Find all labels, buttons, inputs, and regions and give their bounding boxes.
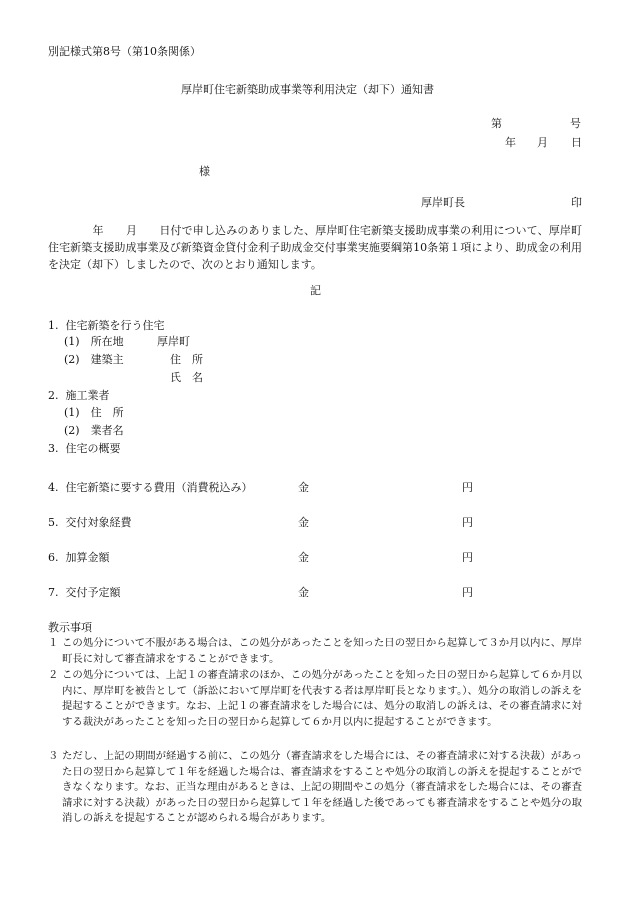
item-5-yen: 円 [462,516,473,529]
item-2-heading: 2. 施工業者 [48,389,110,402]
document-title: 厚岸町住宅新築助成事業等利用決定（却下）通知書 [181,83,434,96]
item-5-label: 5. 交付対象経費 [48,516,132,529]
date-month: 月 [537,136,548,149]
item-7-label: 7. 交付予定額 [48,586,121,599]
item-1-2-name: 氏 名 [170,371,203,384]
item-1-1-value: 厚岸町 [157,335,190,348]
note-3 [48,749,582,827]
date-year: 年 [505,136,516,149]
seal-mark: 印 [571,196,582,209]
note-2 [48,668,582,730]
item-6-yen: 円 [462,551,473,564]
note-1-number: １ [48,637,59,649]
item-3-heading: 3. 住宅の概要 [48,442,121,455]
item-5-kin: 金 [298,516,309,529]
item-1-2-address: 住 所 [170,353,203,366]
item-7-kin: 金 [298,586,309,599]
ki-marker: 記 [310,284,321,297]
item-6-kin: 金 [298,551,309,564]
item-2-2-label: (2) 業者名 [64,424,124,437]
item-2-1-label: (1) 住 所 [64,406,124,419]
item-1-1-label: (1) 所在地 [64,335,124,348]
item-7-yen: 円 [462,586,473,599]
addressee-suffix: 様 [199,165,210,178]
issuer: 厚岸町長 [421,196,465,209]
item-1-heading: 1. 住宅新築を行う住宅 [48,319,165,332]
item-1-2-label: (2) 建築主 [64,353,124,366]
note-3-text: ただし、上記の期間が経過する前に、この処分（審査請求をした場合には、その審査請求に対する決裁）があった日の翌日から起算して１年を経過した場合は、審査請求をすることや処分の取消しの訴えを提起することができなくなります。なお、正当な理由があるときは、上記の期間やこの処分（審査請求をした場合には、その審査請求に対する決裁）があった日の翌日から起算して１年を経過した後であっても審査請求をすることや処分の取消しの訴えを提起することが認められる場合があります。 [62,750,582,824]
item-4-label: 4. 住宅新築に要する費用（消費税込み） [48,481,253,494]
date-day: 日 [571,136,582,149]
note-2-text: この処分については、上記１の審査請求のほか、この処分があったことを知った日の翌日から起算して６か月以内に、厚岸町を被告として（訴訟において厚岸町を代表する者は厚岸町長となります。）、処分の取消しの訴えを提起することができます。なお、上記１の審査請求をした場合には、処分の取消しの訴えは、その審査請求に対する裁決があったことを知った日の翌日から起算して６か月以内に提起することができます。 [62,669,582,728]
number-prefix: 第 [491,117,502,130]
note-3-number: ３ [48,750,59,762]
number-suffix: 号 [570,117,581,130]
note-2-number: ２ [48,669,59,681]
note-1-text: この処分について不服がある場合は、この処分があったことを知った日の翌日から起算して３か月以内に、厚岸町長に対して審査請求をすることができます。 [62,637,582,665]
body-paragraph: 年 月 日付で申し込みのありました、厚岸町住宅新築支援助成事業の利用について、厚岸町住宅新築支援助成事業及び新築資金貸付金利子助成金交付事業実施要綱第10条第１項により、助成金の利用を決定（却下）しましたので、次のとおり通知します。 [48,224,582,271]
notes-heading: 教示事項 [48,621,92,634]
item-6-label: 6. 加算金額 [48,551,110,564]
form-reference: 別記様式第8号（第10条関係） [48,45,201,58]
item-4-kin: 金 [298,481,309,494]
item-4-yen: 円 [462,481,473,494]
note-1 [48,636,582,667]
